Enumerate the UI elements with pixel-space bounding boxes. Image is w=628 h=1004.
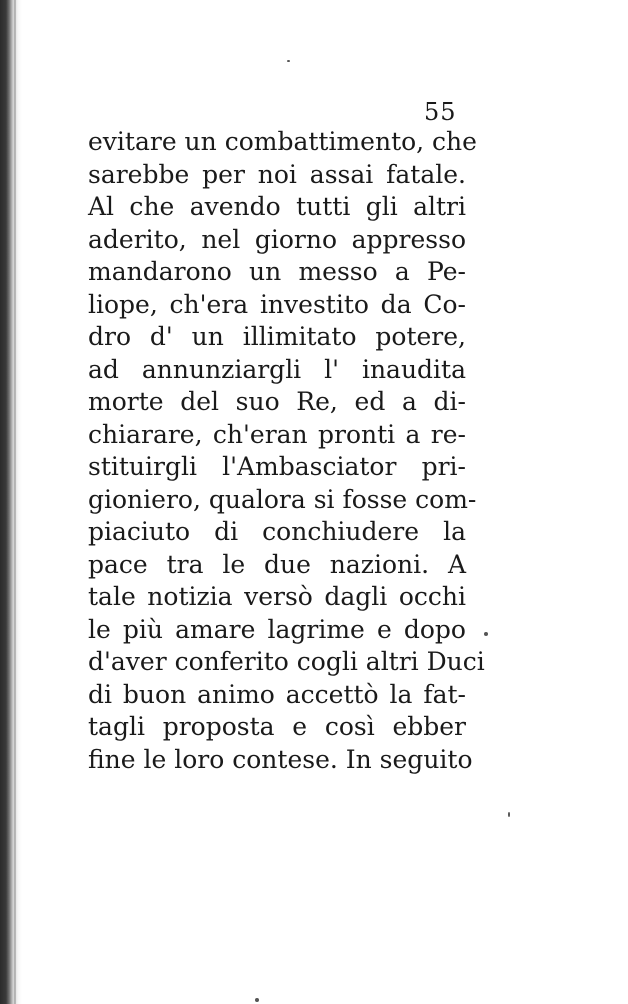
text-line: piaciuto di conchiudere la: [88, 517, 466, 546]
ink-speck: [287, 60, 290, 62]
ink-speck: [508, 812, 510, 817]
text-line: pace tra le due nazioni. A: [88, 549, 466, 579]
text-line: di buon animo accettò la fat-: [88, 679, 466, 709]
text-line: Al che avendo tutti gli altri: [88, 192, 466, 221]
text-line: d'aver conferito cogli altri Duci: [88, 647, 485, 676]
text-line: dro d' un illimitato potere,: [88, 322, 466, 351]
text-line: liope, ch'era investito da Co-: [88, 289, 466, 319]
text-line: fine le loro contese. In seguito: [88, 744, 473, 774]
ink-speck: [255, 998, 259, 1002]
body-text: [88, 126, 485, 776]
text-line: stituirgli l'Ambasciator pri-: [88, 452, 466, 481]
text-line: sarebbe per noi assai fatale.: [88, 159, 466, 189]
text-line: ad annunziargli l' inaudita: [88, 354, 466, 384]
text-line: aderito, nel giorno appresso: [88, 224, 466, 254]
book-spine-edge: [0, 0, 22, 1004]
text-line: le più amare lagrime e dopo: [88, 614, 466, 644]
ink-speck: [484, 632, 488, 636]
text-line: morte del suo Re, ed a di-: [88, 387, 466, 416]
text-line: gioniero, qualora si fosse com-: [88, 484, 477, 514]
text-line: chiarare, ch'eran pronti a re-: [88, 419, 466, 449]
page-number: 55: [424, 98, 457, 126]
text-line: mandarono un messo a Pe-: [88, 257, 466, 286]
text-line: tale notizia versò dagli occhi: [88, 582, 466, 611]
spine-shadow-line: [14, 0, 16, 1004]
text-line: evitare un combattimento, che: [88, 127, 477, 156]
text-line: tagli proposta e così ebber: [88, 712, 466, 741]
